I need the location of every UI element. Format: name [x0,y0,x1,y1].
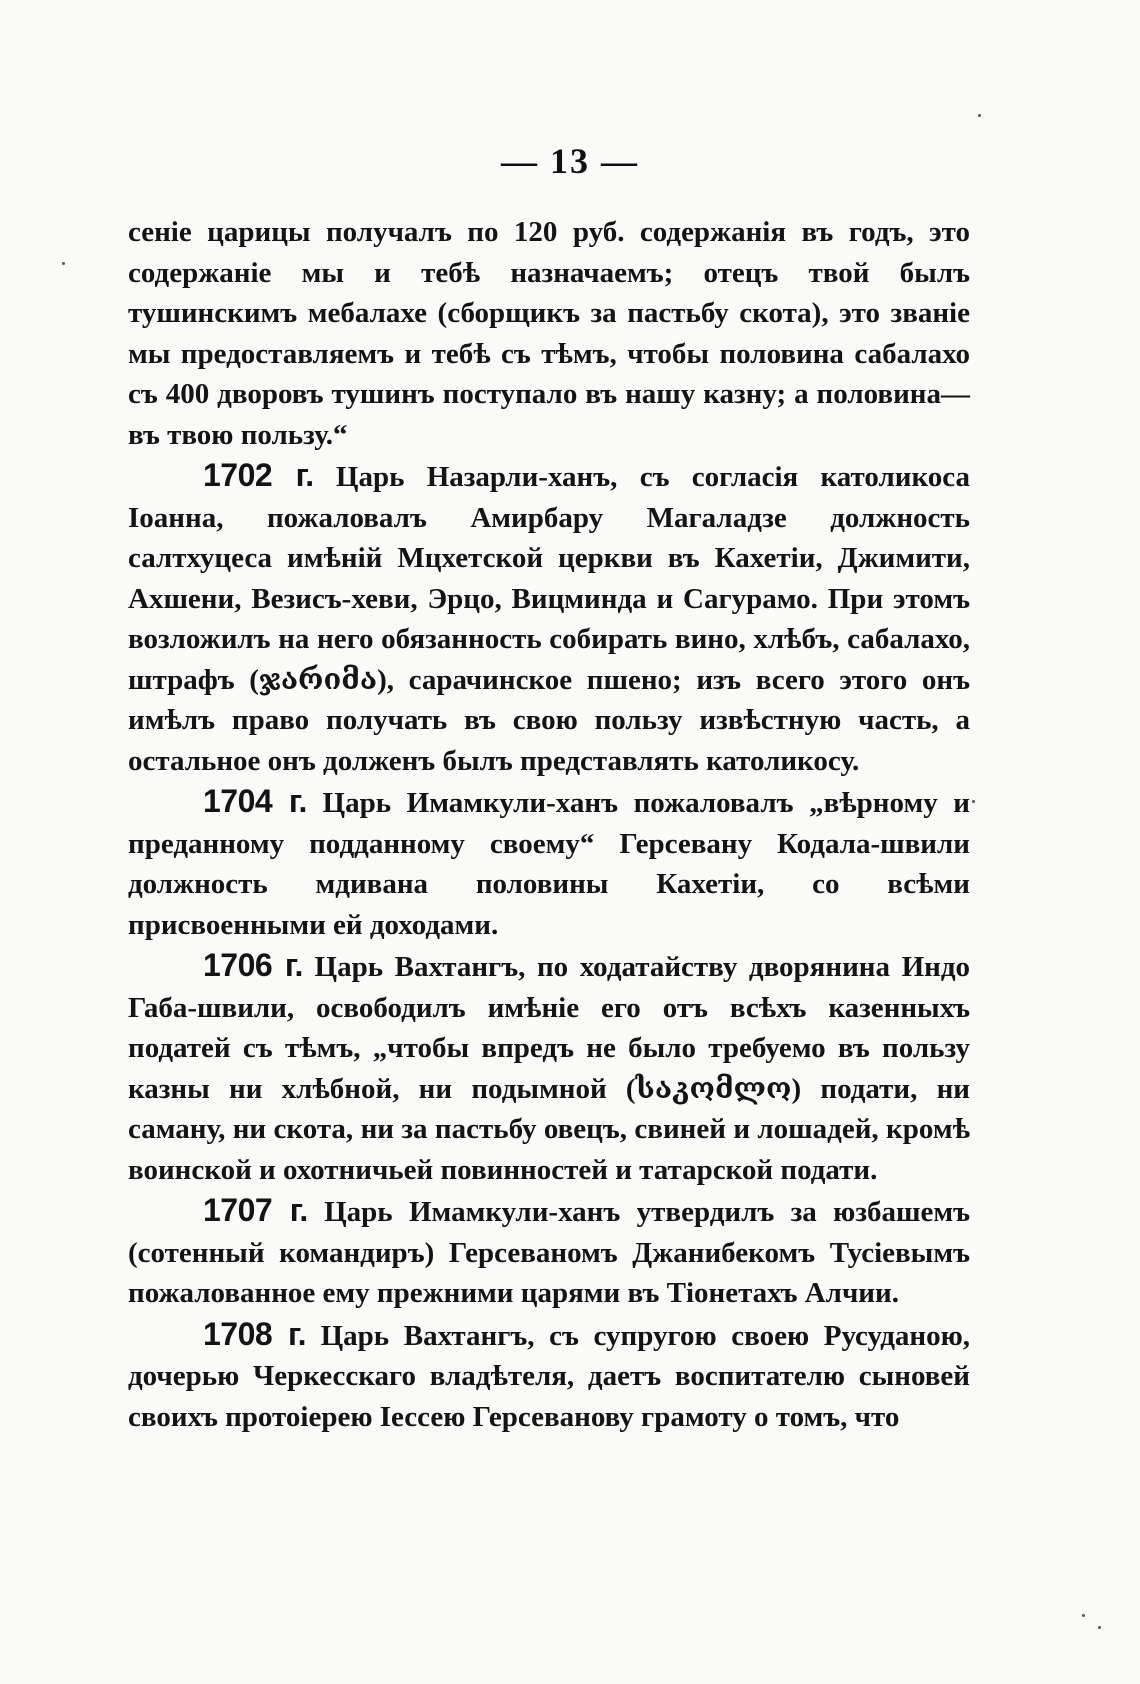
paragraph-1706 [128,945,970,1190]
paragraph-text: Царь Назарли-ханъ, съ согласія католикоса Іоанна, пожаловалъ Амирбару Магаладзе должность салтхуцеса имѣній Мцхетской церкви въ Кахетіи, Джимити, Ахшени, Везисъ-хеви, Эрцо, Вицминда и Сагурамо. При этомъ возложилъ на него обязанность собирать вино, хлѣбъ, сабалахо, штрафъ (ჯარიმა), сарачинское пшено; изъ всего этого онъ имѣлъ право получать въ свою пользу извѣстную часть, а остальное онъ долженъ былъ представлять католикосу. [128,461,971,777]
paragraph-1708 [128,1314,970,1438]
paragraph-1702 [128,455,970,781]
paragraph-1704 [128,781,970,945]
paragraph-text: Царь Вахтангъ, по ходатайству дворянина Индо Габа-швили, освободилъ имѣніе его отъ всѣхъ казенныхъ податей съ тѣмъ, „чтобы впредъ не было требуемо въ пользу казны ни хлѣбной, ни подымной (საკომლო) подати, ни саману, ни скота, ни за пастьбу овецъ, свиней и лошадей, кромѣ воинской и охотничьей повинностей и татарской подати. [128,951,971,1186]
paragraph-1707 [128,1190,970,1314]
scan-speck [62,262,65,265]
year-label: 1702 г. [203,457,314,493]
paragraph-text: Царь Имамкули-ханъ утвердилъ за юзбашемъ (сотенный командиръ) Герсеваномъ Джанибекомъ Тусіевымъ пожалованное ему прежними царями въ Тіонетахъ Алчии. [128,1196,970,1309]
scan-speck [1098,1626,1101,1629]
paragraph-continuation [128,212,970,455]
scan-speck [978,114,981,117]
scan-speck [972,800,975,803]
paragraph-text: сеніе царицы получалъ по 120 руб. содержанія въ годъ, это содержаніе мы и тебѣ назначаемъ; отецъ твой былъ тушинскимъ мебалахе (сборщикъ за пастьбу скота), это званіе мы предоставляемъ и тебѣ съ тѣмъ, чтобы половина сабалахо съ 400 дворовъ тушинъ поступало въ нашу казну; а половина—въ твою пользу.“ [128,216,970,451]
page-number: — 13 — [501,141,639,181]
paragraph-text: Царь Вахтангъ, съ супругою своею Русуданою, дочерью Черкесскаго владѣтеля, даетъ воспитателю сыновей своихъ протоіерею Іессею Герсеванову грамоту о томъ, что [128,1319,971,1433]
year-label: 1708 г. [203,1315,306,1352]
year-label: 1704 г. [203,783,307,819]
body-text [128,212,970,1437]
scan-speck [1082,1614,1085,1617]
year-label: 1707 г. [203,1192,308,1228]
year-label: 1706 г. [203,947,303,983]
paragraph-text: Царь Имамкули-ханъ пожаловалъ „вѣрному и преданному подданному своему“ Герсевану Кодала-швили должность мдивана половины Кахетіи, со всѣми присвоенными ей доходами. [128,787,971,941]
